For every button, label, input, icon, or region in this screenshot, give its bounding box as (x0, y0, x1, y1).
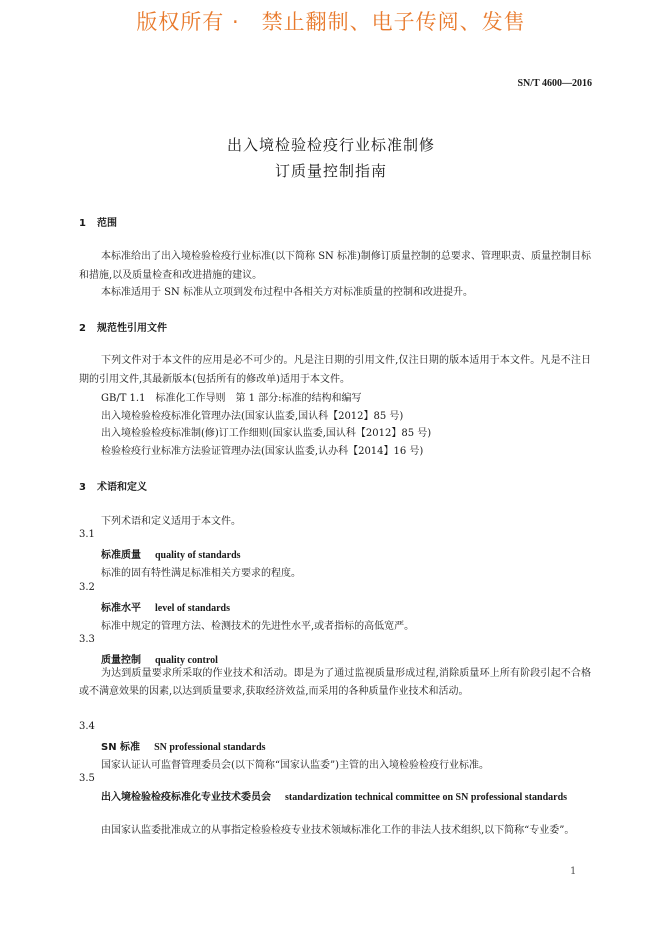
section-2-heading (79, 319, 167, 334)
term-en: standardization technical committee on SN professional standards (285, 792, 568, 803)
term-definition: 由国家认监委批准成立的从事指定检验检疫专业技术领域标准化工作的非法人技术组织,以下简称“专业委”。 (101, 825, 575, 836)
term-definition: 标准的固有特性满足标准相关方要求的程度。 (101, 568, 301, 579)
standard-code: SN/T 4600—2016 (517, 78, 592, 89)
term-title (101, 738, 266, 753)
term-title (101, 651, 218, 666)
section-3-intro: 下列术语和定义适用于本文件。 (101, 516, 241, 527)
term-en: level of standards (155, 603, 230, 614)
term-number: 3.5 (79, 773, 95, 784)
term-zh: 标准水平 (101, 603, 141, 614)
document-title-line-2: 订质量控制指南 (274, 162, 387, 180)
section-2-paragraph-1: 下列文件对于本文件的应用是必不可少的。凡是注日期的引用文件,仅注日期的版本适用于本文件。凡是不注日期的引用文件,其最新版本(包括所有的修改单)适用于本文件。 (79, 355, 591, 385)
term-zh: 质量控制 (101, 655, 141, 666)
term-en: quality of standards (155, 550, 241, 561)
document-title-line-1: 出入境检验检疫行业标准制修 (226, 136, 435, 154)
term-title (101, 546, 241, 561)
section-number: 2 (79, 323, 86, 334)
page-number: 1 (570, 866, 577, 877)
term-zh: 出入境检验检疫标准化专业技术委员会 (101, 792, 271, 803)
term-title (79, 789, 591, 806)
term-zh: SN 标准 (101, 742, 141, 753)
term-zh: 标准质量 (101, 550, 141, 561)
section-number: 3 (79, 482, 86, 493)
section-number: 1 (79, 218, 86, 229)
section-title: 术语和定义 (97, 482, 147, 493)
term-en: quality control (155, 655, 218, 666)
section-3-heading (79, 478, 147, 493)
section-1-heading (79, 214, 117, 229)
term-en: SN professional standards (154, 742, 266, 753)
term-definition: 标准中规定的管理方法、检测技术的先进性水平,或者指标的高低宽严。 (101, 621, 415, 632)
term-number: 3.1 (79, 529, 95, 540)
term-definition: 国家认证认可监督管理委员会(以下简称“国家认监委”)主管的出入境检验检疫行业标准。 (101, 760, 490, 771)
term-number: 3.4 (79, 721, 95, 732)
reference-item: GB/T 1.1 标准化工作导则 第 1 部分:标准的结构和编写 (101, 393, 362, 404)
term-definition: 为达到质量要求所采取的作业技术和活动。即是为了通过监视质量形成过程,消除质量环上所有阶段引起不合格或不满意效果的因素,以达到质量要求,获取经济效益,而采用的各种质量作业技术和活动。 (79, 668, 591, 697)
reference-item: 检验检疫行业标准方法验证管理办法(国家认监委,认办科【2014】16 号) (101, 446, 424, 457)
section-title: 规范性引用文件 (97, 323, 167, 334)
copyright-banner: 版权所有 · 禁止翻制、电子传阅、发售 (136, 10, 526, 34)
section-title: 范围 (97, 218, 117, 229)
reference-item: 出入境检验检疫标准化管理办法(国家认监委,国认科【2012】85 号) (101, 411, 404, 422)
section-1-paragraph-2: 本标准适用于 SN 标准从立项到发布过程中各相关方对标准质量的控制和改进提升。 (101, 287, 473, 298)
reference-item: 出入境检验检疫标准制(修)订工作细则(国家认监委,国认科【2012】85 号) (101, 428, 432, 439)
term-number: 3.2 (79, 582, 95, 593)
term-number: 3.3 (79, 634, 95, 645)
section-1-paragraph-1: 本标准给出了出入境检验检疫行业标准(以下简称 SN 标准)制修订质量控制的总要求、管理职责、质量控制目标和措施,以及质量检查和改进措施的建议。 (79, 251, 591, 281)
term-title (101, 599, 230, 614)
